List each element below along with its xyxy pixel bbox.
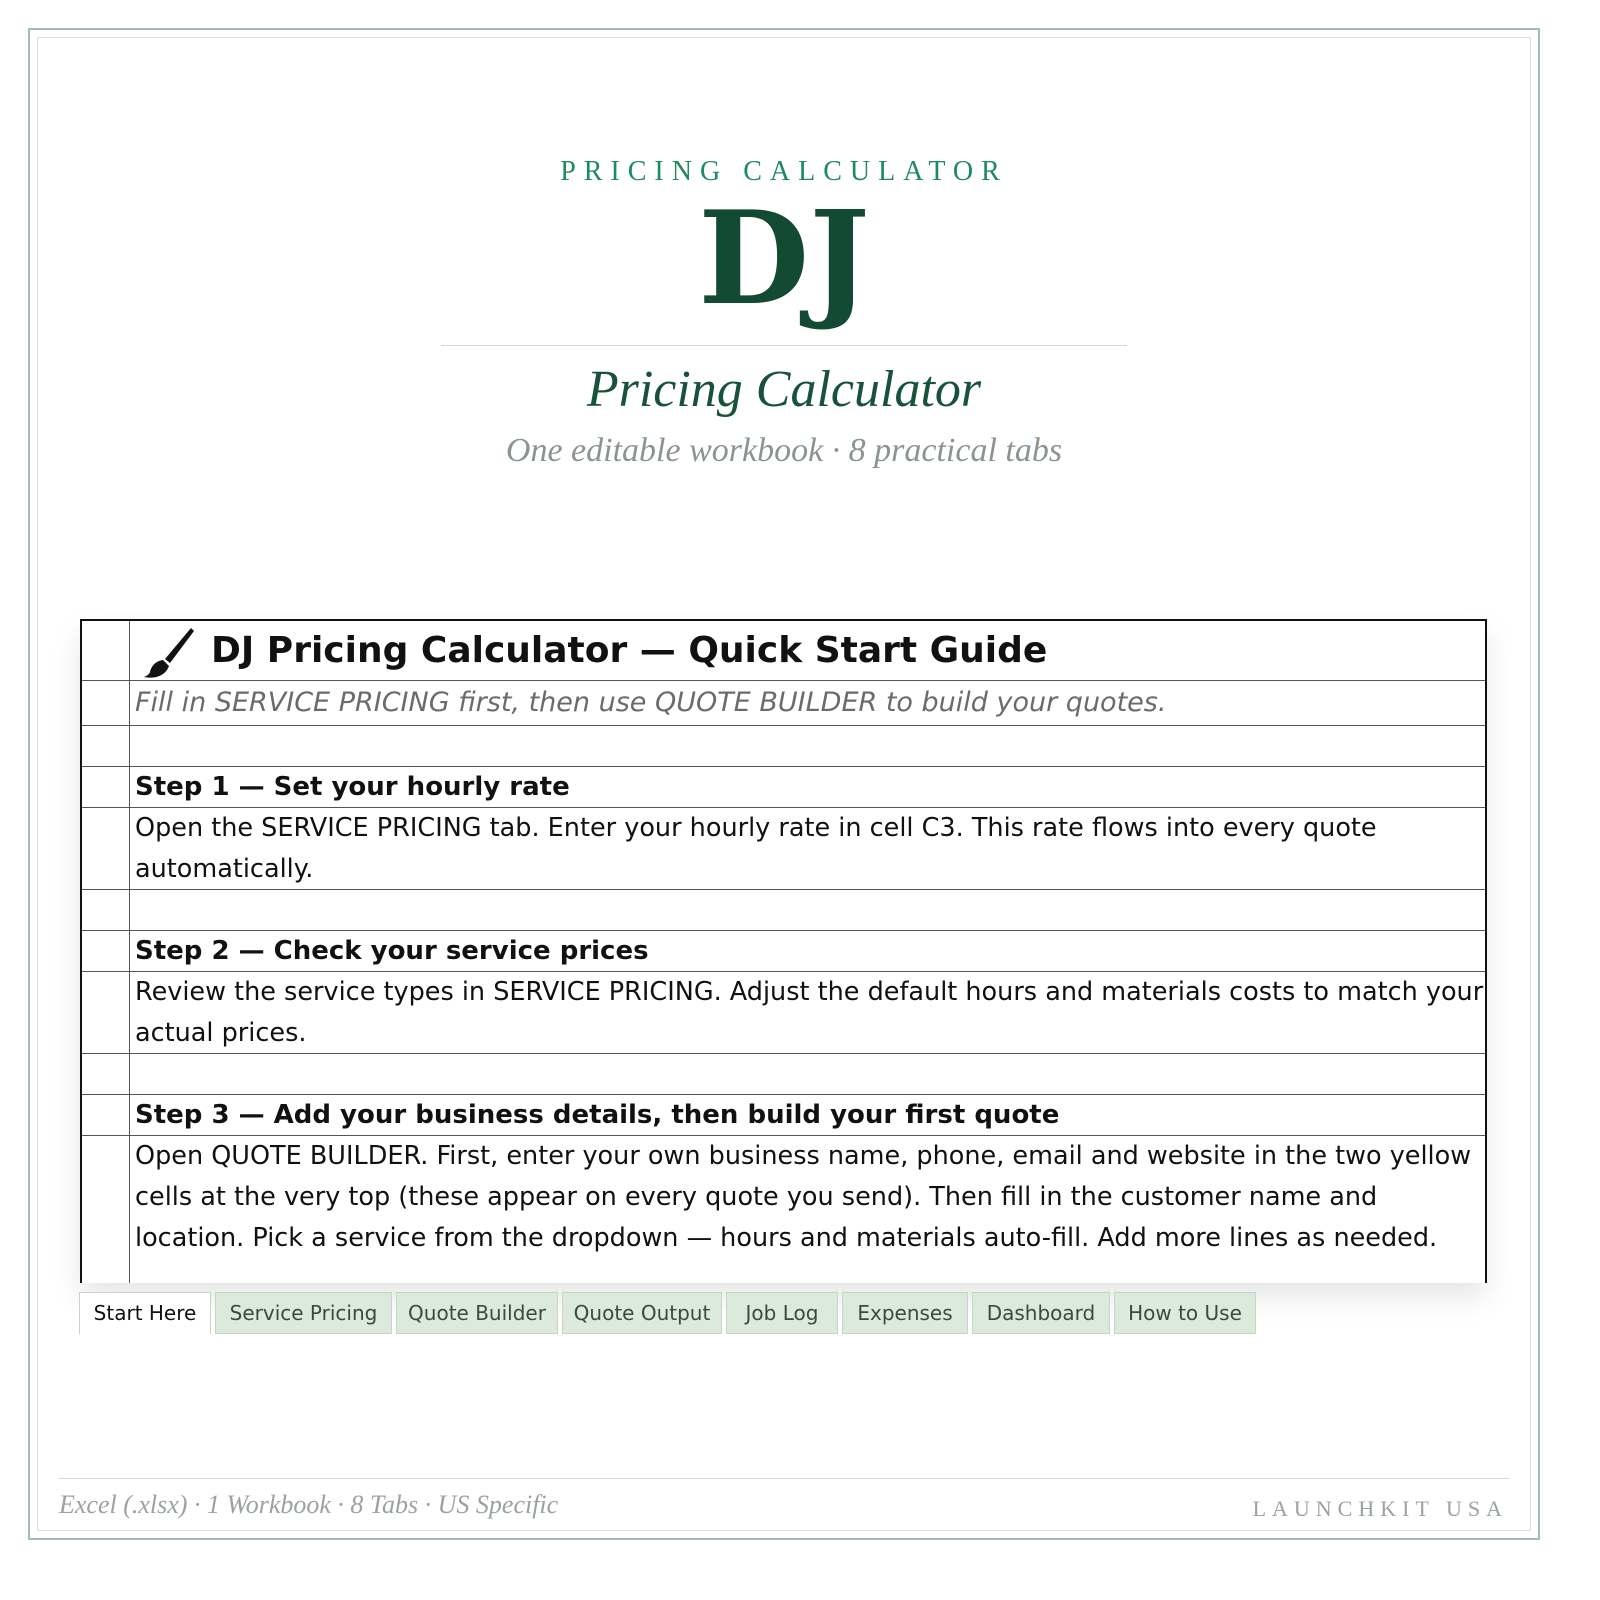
footer-brand: LAUNCHKIT USA — [1252, 1496, 1508, 1521]
sheet-row-step-heading — [82, 767, 1485, 808]
row-gutter — [82, 1136, 130, 1283]
row-gutter — [82, 972, 130, 1053]
row-gutter — [82, 890, 130, 930]
row-gutter — [82, 726, 130, 766]
row-gutter — [82, 808, 130, 889]
row-gutter — [82, 767, 130, 807]
sheet-row-step-heading — [82, 931, 1485, 972]
footer-specs: Excel (.xlsx) · 1 Workbook · 8 Tabs · US Specific — [59, 1490, 559, 1519]
blank-cell[interactable] — [130, 1054, 1485, 1094]
tab-start-here[interactable]: Start Here — [79, 1292, 211, 1334]
product-tagline: One editable workbook · 8 practical tabs — [505, 432, 1063, 469]
sheet-row-intro — [82, 681, 1485, 726]
sheet-row-blank — [82, 726, 1485, 767]
spreadsheet-sheet — [80, 619, 1487, 1283]
sheet-row-blank — [82, 890, 1485, 931]
sheet-row-blank — [82, 1054, 1485, 1095]
intro-cell[interactable]: Fill in SERVICE PRICING first, then use QUOTE BUILDER to build your quotes. — [135, 687, 1167, 718]
sheet-row-step-body — [82, 1136, 1485, 1283]
blank-cell[interactable] — [130, 890, 1485, 930]
sheet-row-step-body — [82, 808, 1485, 890]
tab-service-pricing[interactable]: Service Pricing — [215, 1292, 392, 1334]
step-2-body[interactable]: Review the service types in SERVICE PRICING. Adjust the default hours and materials costs to match your actual prices. — [135, 977, 1484, 1048]
blank-cell[interactable] — [130, 726, 1485, 766]
tab-quote-output[interactable]: Quote Output — [562, 1292, 722, 1334]
row-gutter — [82, 681, 130, 725]
sheet-title: DJ Pricing Calculator — Quick Start Guide — [211, 630, 1048, 671]
row-gutter — [82, 931, 130, 971]
tab-how-to-use[interactable]: How to Use — [1114, 1292, 1256, 1334]
title-cell[interactable] — [130, 621, 1485, 680]
tab-quote-builder[interactable]: Quote Builder — [396, 1292, 558, 1334]
product-subtitle: Pricing Calculator — [586, 361, 982, 418]
row-gutter — [82, 1095, 130, 1135]
step-3-body[interactable]: Open QUOTE BUILDER. First, enter your own business name, phone, email and website in the two yellow cells at the very top (these appear on every quote you send). Then fill in the customer name and location. Pick a service from the dropdown — hours and materials auto-fill. Add more lines as needed. — [135, 1141, 1472, 1253]
step-1-heading[interactable]: Step 1 — Set your hourly rate — [135, 772, 570, 802]
step-3-heading[interactable]: Step 3 — Add your business details, then build your first quote — [135, 1100, 1060, 1130]
step-2-heading[interactable]: Step 2 — Check your service prices — [135, 936, 649, 966]
eyebrow-label: PRICING CALCULATOR — [560, 156, 1008, 187]
step-1-body[interactable]: Open the SERVICE PRICING tab. Enter your hourly rate in cell C3. This rate flows into every quote automatically. — [135, 813, 1377, 884]
tab-dashboard[interactable]: Dashboard — [972, 1292, 1110, 1334]
monogram: DJ — [698, 184, 870, 334]
paintbrush-icon — [141, 625, 197, 679]
footer-divider — [58, 1478, 1510, 1479]
row-gutter — [82, 621, 130, 680]
sheet-row-step-body — [82, 972, 1485, 1054]
tab-job-log[interactable]: Job Log — [726, 1292, 838, 1334]
row-gutter — [82, 1054, 130, 1094]
sheet-row-title — [82, 621, 1485, 681]
sheet-row-step-heading — [82, 1095, 1485, 1136]
tab-expenses[interactable]: Expenses — [842, 1292, 968, 1334]
header-divider — [441, 345, 1127, 346]
